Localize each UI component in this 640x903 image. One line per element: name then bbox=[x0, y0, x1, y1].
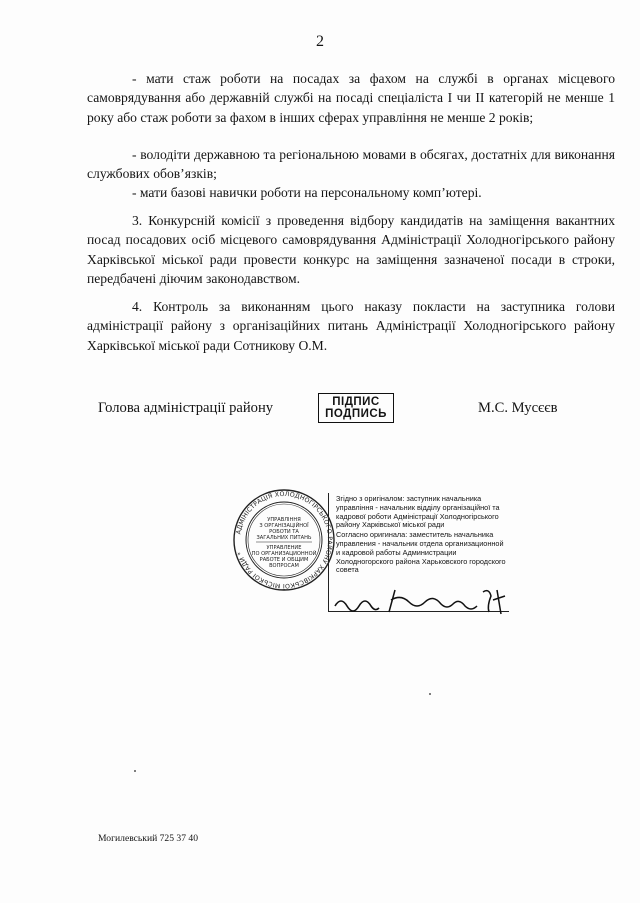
footer-contact: Могилевський 725 37 40 bbox=[98, 833, 199, 844]
svg-text:ЗАГАЛЬНИХ ПИТАНЬ: ЗАГАЛЬНИХ ПИТАНЬ bbox=[256, 535, 312, 541]
signature-stamp-line1: ПІДПИС bbox=[332, 396, 380, 408]
paragraph-3-competition: 3. Конкурсній комісії з проведення відбору кандидатів на заміщення вакантних посад посадових осіб місцевого самоврядування Адміністрації Холодногірського району Харківської міської ради провести конкурс на заміщення зазначеної посади в строки, передбачені діючим законодавством. bbox=[87, 213, 615, 286]
signatory-title: Голова адміністрації району bbox=[98, 400, 274, 416]
svg-text:РАБОТЕ И ОБЩИМ: РАБОТЕ И ОБЩИМ bbox=[259, 557, 309, 563]
svg-text:ВОПРОСАМ: ВОПРОСАМ bbox=[269, 563, 299, 569]
requirement-experience: - мати стаж роботи на посадах за фахом на службі в органах місцевого самоврядування або державній службі на посаді спеціаліста І чи ІІ категорій не менше 1 року або стаж роботи за фахом в інших сферах управління не менше 2 років; bbox=[87, 71, 615, 125]
svg-text:ПО ОРГАНИЗАЦИОННОЙ: ПО ОРГАНИЗАЦИОННОЙ bbox=[251, 551, 317, 557]
svg-text:УПРАВЛЕНИЕ: УПРАВЛЕНИЕ bbox=[266, 545, 302, 551]
paragraph-4-control: 4. Контроль за виконанням цього наказу покласти на заступника голови адміністрації району з організаційних питань Адміністрації Холодногірського району Харківської міської ради Сотникову О.М. bbox=[87, 299, 615, 353]
official-seal bbox=[232, 488, 336, 592]
signatory-name: М.С. Мусєєв bbox=[478, 400, 558, 416]
svg-text:АДМІНІСТРАЦІЯ ХОЛОДНОГІРСЬКОГО: АДМІНІСТРАЦІЯ ХОЛОДНОГІРСЬКОГО РАЙОНУ ХАРКІВСЬКОЇ МІСЬКОЇ РАДИ * bbox=[235, 490, 334, 590]
svg-text:РОБОТИ ТА: РОБОТИ ТА bbox=[269, 529, 299, 535]
speck bbox=[134, 770, 136, 772]
svg-text:З ОРГАНІЗАЦІЙНОЇ: З ОРГАНІЗАЦІЙНОЇ bbox=[259, 523, 309, 529]
requirement-computer: - мати базові навички роботи на персональному комп’ютері. bbox=[132, 185, 482, 200]
signature-stamp bbox=[318, 393, 394, 423]
page-number: 2 bbox=[316, 33, 324, 50]
certification-rus: Согласно оригинала: заместитель начальника управления - начальник отдела организационной и кадровой работы Администрации Холодногорского района Харьковского городского совета bbox=[336, 530, 506, 575]
svg-text:УПРАВЛІННЯ: УПРАВЛІННЯ bbox=[267, 517, 301, 523]
certification-ukr: Згідно з оригіналом: заступник начальника управління - начальник відділу організаційної та кадрової роботи Адміністрації Холодногірського району Харківської міської ради bbox=[336, 494, 500, 530]
speck bbox=[429, 693, 431, 695]
signature-stamp-line2: ПОДПИСЬ bbox=[325, 408, 387, 420]
requirement-languages: - володіти державною та регіональною мовами в обсягах, достатніх для виконання службових обов’язків; bbox=[87, 147, 615, 182]
handwritten-signature bbox=[333, 586, 513, 616]
